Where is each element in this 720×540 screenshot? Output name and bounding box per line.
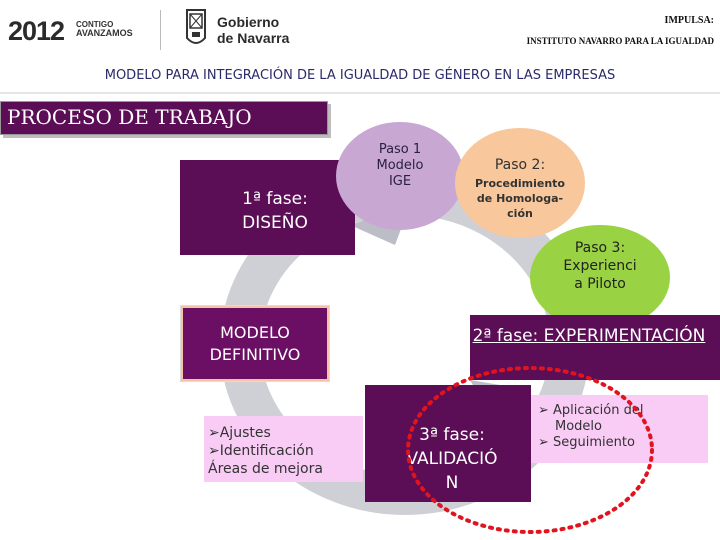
fase1-text: 1ª fase: DISEÑO <box>242 189 308 233</box>
ajustes-item-1: ➢Ajustes <box>208 425 271 441</box>
fase3-line2: VALIDACIÓ <box>406 449 498 469</box>
gobierno-navarra-logo <box>217 14 289 46</box>
ajustes-item-2: ➢Identificación <box>208 443 314 459</box>
paso1-line3: IGE <box>388 174 412 189</box>
paso3-line2: Experienci <box>563 258 637 274</box>
paso2-line2: de Homologa- <box>476 192 564 205</box>
logo-2012: 2012 <box>8 16 65 46</box>
page-title: MODELO PARA INTEGRACIÓN DE LA IGUALDAD DE GÉNERO EN LAS EMPRESAS <box>104 68 616 83</box>
ajustes-item-3: Áreas de mejora <box>208 461 323 477</box>
paso3-title: Paso 3: <box>574 240 626 256</box>
modelo-definitivo-box <box>180 305 330 382</box>
paso2-title: Paso 2: <box>494 157 546 173</box>
navarra-shield-icon <box>184 8 208 50</box>
paso1-title: Paso 1 <box>378 142 422 157</box>
bullet-arrow-icon: ➢ <box>208 425 220 441</box>
paso1-line2: Modelo <box>376 158 424 173</box>
fase1-banner <box>180 160 355 255</box>
modelo-definitivo-line2: DEFINITIVO <box>209 345 301 364</box>
paso2-line1: Procedimiento <box>474 177 565 190</box>
avanzamos-text: AVANZAMOS <box>76 28 133 38</box>
gobierno-text: Gobierno <box>217 14 280 30</box>
paso2-circle <box>455 128 585 238</box>
instituto-label: INSTITUTO NAVARRO PARA LA IGUALDAD <box>526 36 714 46</box>
proceso-heading-text: PROCESO DE TRABAJO <box>7 105 252 129</box>
paso2-line3: ción <box>507 207 533 220</box>
fase3-line3: N <box>445 473 459 493</box>
paso3-line3: a Piloto <box>574 276 626 292</box>
bullet-arrow-icon: ➢ <box>538 403 554 418</box>
aplicacion-item-1b: Modelo <box>555 419 602 434</box>
bullet-arrow-icon: ➢ <box>538 435 554 450</box>
paso1-circle <box>336 122 464 230</box>
contigo-avanzamos-logo <box>76 20 133 38</box>
navarra-text: de Navarra <box>217 30 290 46</box>
proceso-heading <box>0 101 328 135</box>
contigo-text: CONTIGO <box>76 20 114 29</box>
aplicacion-item-2: ➢ Seguimiento <box>538 435 635 450</box>
aplicacion-item-1: ➢ Aplicación del <box>538 403 644 418</box>
bullet-arrow-icon: ➢ <box>208 443 220 459</box>
title-divider <box>0 92 720 94</box>
highlight-ellipse <box>395 360 665 540</box>
logo-separator <box>160 10 161 50</box>
ajustes-box <box>204 416 363 482</box>
fase2-text: 2ª fase: EXPERIMENTACIÓN <box>472 326 706 346</box>
impulsa-label: IMPULSA: <box>664 15 714 26</box>
fase3-line1: 3ª fase: <box>419 425 485 445</box>
modelo-definitivo-line1: MODELO <box>220 323 290 342</box>
